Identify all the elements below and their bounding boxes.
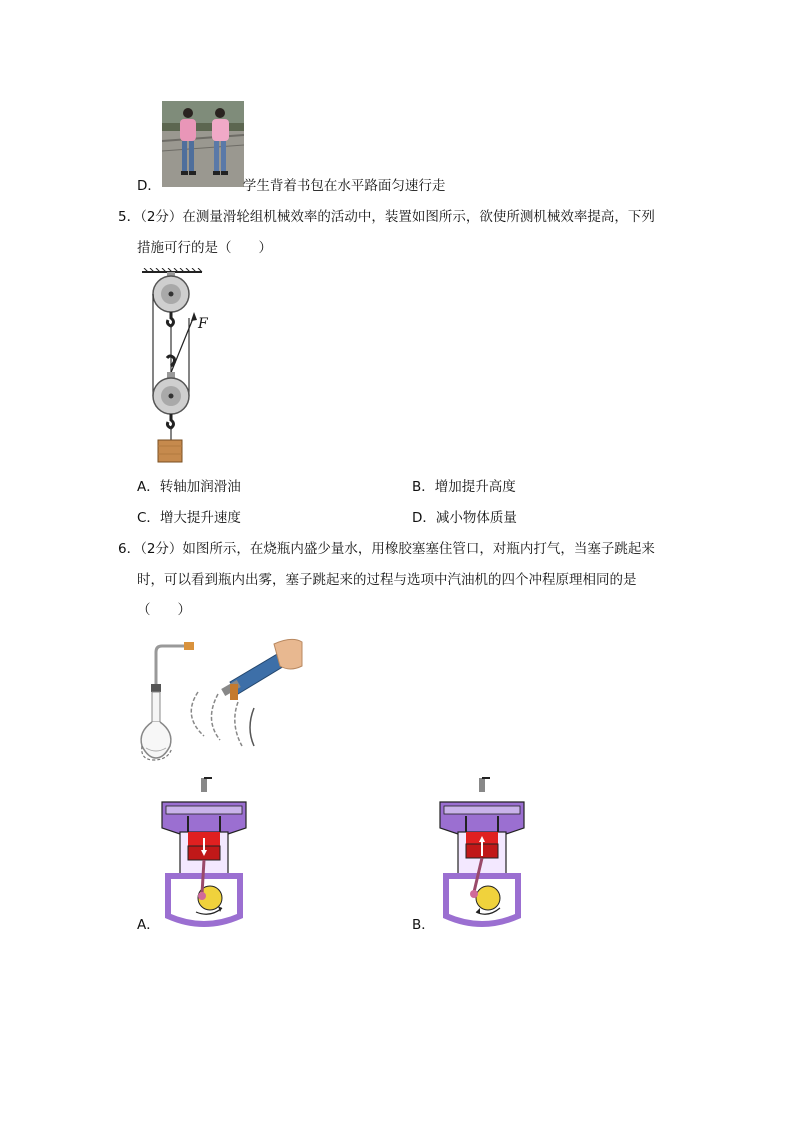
option-text: 增加提升高度	[434, 479, 516, 495]
pulley-diagram	[138, 268, 220, 468]
q5-option-d[interactable]	[412, 508, 517, 528]
students-photo	[162, 101, 244, 187]
option-text: 减小物体质量	[435, 510, 517, 526]
option-letter: B．	[412, 479, 435, 495]
option-letter: D．	[137, 178, 161, 194]
q5-option-c[interactable]	[137, 508, 241, 528]
flask-pump-illustration	[134, 636, 306, 762]
q5-option-b[interactable]	[412, 477, 516, 497]
q5-option-a[interactable]	[137, 477, 241, 497]
option-text: 增大提升速度	[159, 510, 241, 526]
q6-stem-line2: 时，可以看到瓶内出雾，塞子跳起来的过程与选项中汽油机的四个冲程原理相同的是	[137, 572, 637, 588]
option-letter: D．	[412, 510, 436, 526]
option-letter: C．	[137, 510, 160, 526]
q6-stem-line1: 6．（2分）如图所示，在烧瓶内盛少量水，用橡胶塞塞住管口，对瓶内打气，当塞子跳起来	[118, 541, 655, 557]
q4-option-d	[137, 176, 445, 196]
force-label: F	[198, 316, 208, 332]
q5-stem-line2: 措施可行的是（ ）	[137, 240, 272, 256]
option-text: 转轴加润滑油	[159, 479, 241, 495]
q5-stem-line1: 5．（2分）在测量滑轮组机械效率的活动中，装置如图所示，欲使所测机械效率提高，下列	[118, 209, 655, 225]
q6-option-a[interactable]: A．	[137, 917, 160, 933]
q6-option-b[interactable]: B．	[412, 917, 435, 933]
option-letter: A．	[137, 479, 160, 495]
engine-diagram-b[interactable]	[436, 776, 528, 928]
option-text: 学生背着书包在水平路面匀速行走	[242, 178, 446, 194]
engine-diagram-a[interactable]	[158, 776, 250, 928]
q6-stem-line3: （ ）	[137, 602, 191, 618]
